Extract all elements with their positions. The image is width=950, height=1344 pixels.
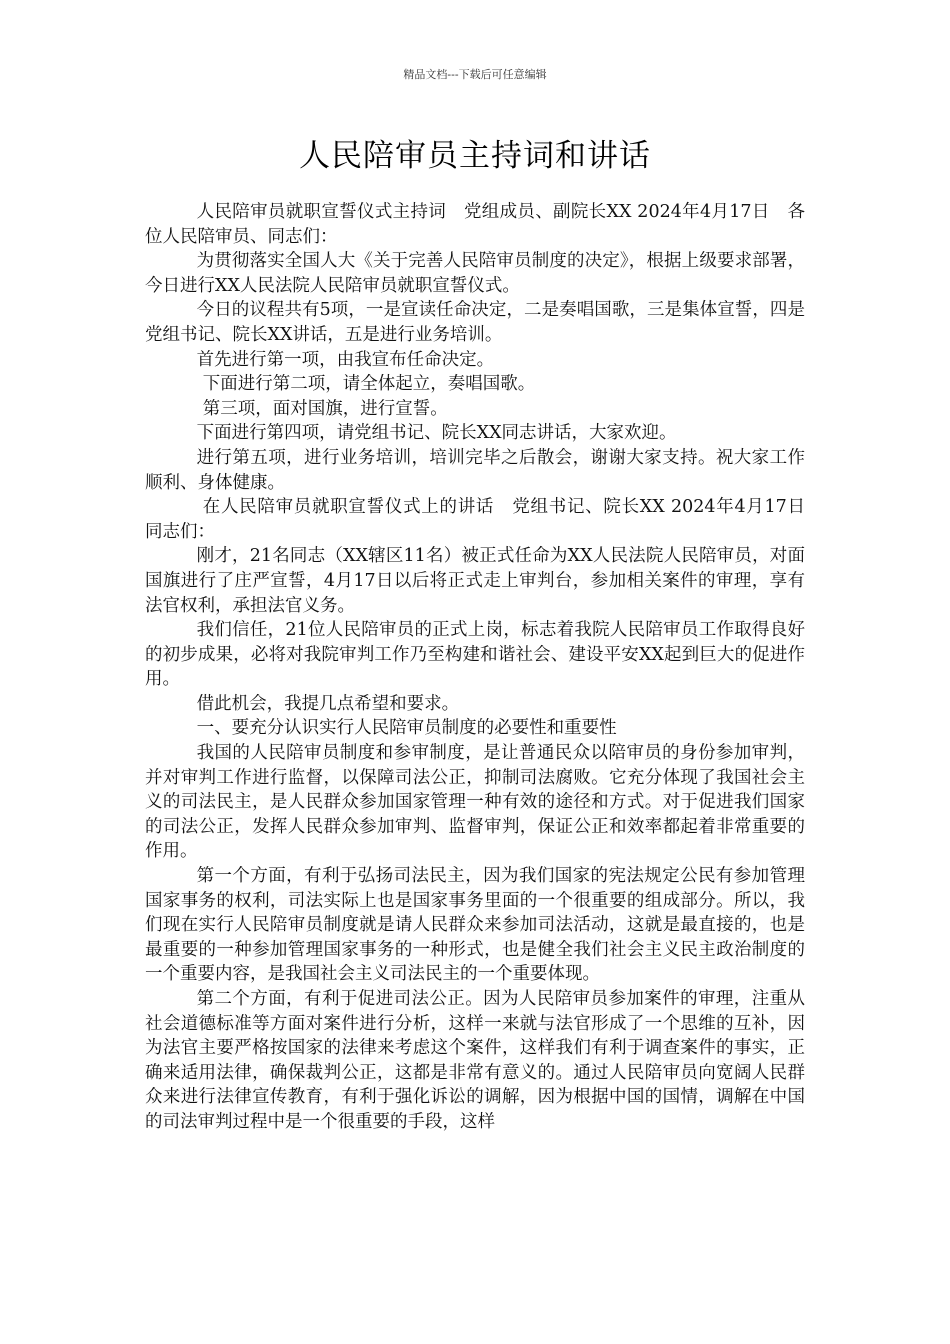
- paragraph: 第三项，面对国旗，进行宣誓。: [202, 398, 448, 419]
- paragraph: 第一个方面，有利于弘扬司法民主，因为我们国家的宪法规定公民有参加管理国家事务的权利，司法实际上也是国家事务里面的一个很重要的组成部分。所以，我们现在实行人民陪审员制度就是请人民群众来参加司法活动，这就是最直接的，也是最重要的一种参加管理国家事务的一种形式，也是健全我们社会主义民主政治制度的一个重要内容，是我国社会主义司法民主的一个重要体现。: [145, 866, 805, 985]
- paragraph: 刚才，21名同志（XX辖区11名）被正式任命为XX人民法院人民陪审员，对面国旗进行了庄严宣誓，4月17日以后将正式走上审判台，参加相关案件的审理，享有法官权利，承担法官义务。: [145, 546, 805, 616]
- paragraph: 下面进行第二项，请全体起立，奏唱国歌。: [202, 374, 536, 395]
- paragraph: 首先进行第一项，由我宣布任命决定。: [196, 349, 495, 370]
- paragraph: 下面进行第四项，请党组书记、院长XX同志讲话，大家欢迎。: [196, 423, 677, 444]
- paragraph: 今日的议程共有5项，一是宣读任命决定，二是奏唱国歌，三是集体宣誓，四是党组书记、院长XX讲话，五是进行业务培训。: [145, 300, 805, 345]
- paragraph: 在人民陪审员就职宣誓仪式上的讲话 党组书记、院长XX 2024年4月17日 同志们：: [145, 497, 823, 542]
- paragraph: 人民陪审员就职宣誓仪式主持词 党组成员、副院长XX 2024年4月17日 各位人民陪审员、同志们：: [145, 202, 805, 247]
- paragraph: 第二个方面，有利于促进司法公正。因为人民陪审员参加案件的审理，注重从社会道德标准等方面对案件进行分析，这样一来就与法官形成了一个思维的互补，因为法官主要严格按国家的法律来考虑这个案件，这样我们有利于调查案件的事实，正确来适用法律，确保裁判公正，这都是非常有意义的。通过人民陪审员向宽阔人民群众来进行法律宣传教育，有利于强化诉讼的调解，因为根据中国的国情，调解在中国的司法审判过程中是一个很重要的手段，这样: [145, 989, 805, 1132]
- section-heading: 一、要充分认识实行人民陪审员制度的必要性和重要性: [196, 718, 617, 739]
- paragraph: 进行第五项，进行业务培训，培训完毕之后散会，谢谢大家支持。祝大家工作顺利、身体健康。: [145, 447, 805, 493]
- paragraph: 借此机会，我提几点希望和要求。: [196, 693, 460, 714]
- document-body: [145, 200, 823, 1135]
- paragraph: 我国的人民陪审员制度和参审制度，是让普通民众以陪审员的身份参加审判，并对审判工作进行监督，以保障司法公正，抑制司法腐败。它充分体现了我国社会主义的司法民主，是人民群众参加国家管理一种有效的途径和方式。对于促进我们国家的司法公正，发挥人民群众参加审判、监督审判，保证公正和效率都起着非常重要的作用。: [145, 743, 805, 862]
- paragraph: 我们信任，21位人民陪审员的正式上岗，标志着我院人民陪审员工作取得良好的初步成果，必将对我院审判工作乃至构建和谐社会、建设平安XX起到巨大的促进作用。: [145, 620, 805, 690]
- paragraph: 为贯彻落实全国人大《关于完善人民陪审员制度的决定》，根据上级要求部署，今日进行XX人民法院人民陪审员就职宣誓仪式。: [145, 251, 805, 296]
- document-title: 人民陪审员主持词和讲话: [299, 138, 651, 174]
- page-header: 精品文档---下载后可任意编辑: [403, 68, 547, 81]
